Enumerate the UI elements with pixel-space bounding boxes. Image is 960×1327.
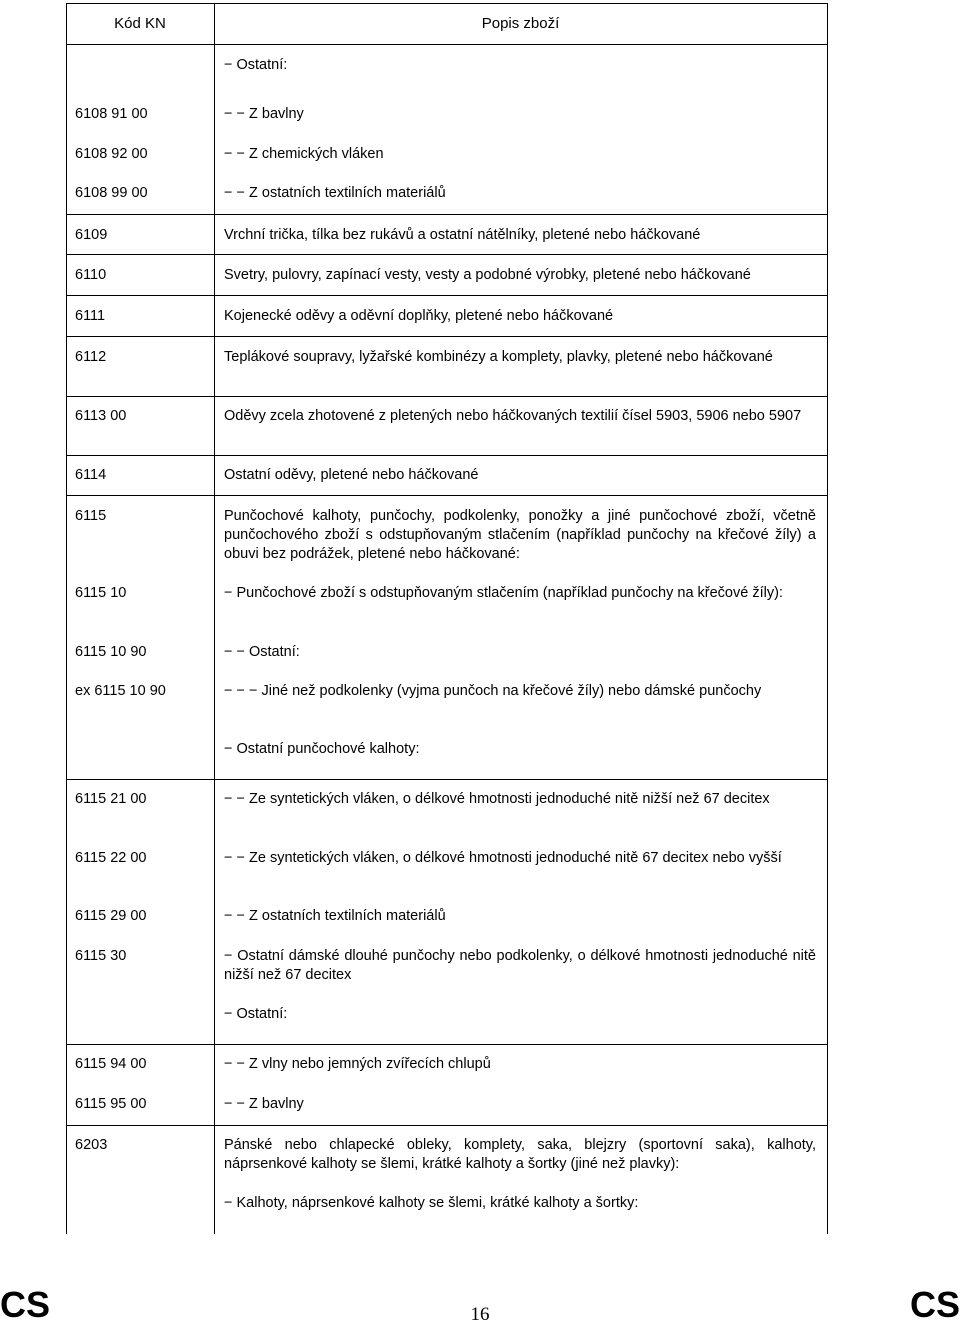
row-divider [66, 455, 827, 456]
row-description: − − Z vlny nebo jemných zvířecích chlupů [224, 1056, 491, 1072]
row-code: 6114 [75, 467, 107, 483]
row-description: − Ostatní: [224, 57, 288, 73]
row-description: − − Ze syntetických vláken, o délkové hmotnosti jednoduché nitě 67 decitex nebo vyšší [224, 850, 782, 866]
row-divider [66, 336, 827, 337]
row-description: − − Z bavlny [224, 1096, 304, 1112]
row-code: 6113 00 [75, 408, 127, 424]
row-divider [66, 1125, 827, 1126]
row-divider [66, 254, 827, 255]
row-code: 6115 10 90 [75, 644, 147, 660]
row-divider [66, 295, 827, 296]
row-description: − − Z chemických vláken [224, 146, 384, 162]
row-code: 6115 21 00 [75, 791, 147, 807]
row-description: Kojenecké oděvy a oděvní doplňky, pletené nebo háčkované [224, 308, 614, 324]
row-divider [66, 779, 827, 780]
row-description: Pánské nebo chlapecké obleky, komplety, saka, blejzry (sportovní saka), kalhoty, náprsenkové kalhoty se šlemi, krátké kalhoty a šortky (jiné než plavky): [224, 1137, 816, 1172]
table-column-divider [214, 3, 215, 1234]
row-description: − − − Jiné než podkolenky (vyjma punčoch na křečové žíly) nebo dámské punčochy [224, 683, 762, 699]
row-code: ex 6115 10 90 [75, 683, 166, 699]
row-description: Punčochové kalhoty, punčochy, podkolenky, ponožky a jiné punčochové zboží, včetně punčochového zboží s odstupňovaným stlačením (například punčochy na křečové žíly) a obuvi bez podrážek, pletené nebo háčkované: [224, 508, 816, 562]
row-divider [66, 396, 827, 397]
row-code: 6115 29 00 [75, 908, 147, 924]
row-description: − − Ostatní: [224, 644, 300, 660]
row-divider [66, 1044, 827, 1045]
row-code: 6110 [75, 267, 107, 283]
row-description: − − Ze syntetických vláken, o délkové hmotnosti jednoduché nitě nižší než 67 decitex [224, 791, 770, 807]
column-header-code: Kód KN [114, 15, 166, 32]
row-description: − Kalhoty, náprsenkové kalhoty se šlemi, krátké kalhoty a šortky: [224, 1195, 639, 1211]
row-divider [66, 495, 827, 496]
table-border-top [66, 3, 827, 4]
row-code: 6115 10 [75, 585, 127, 601]
column-header-description: Popis zboží [481, 15, 560, 32]
row-description: Teplákové soupravy, lyžařské kombinézy a komplety, plavky, pletené nebo háčkované [224, 349, 773, 365]
row-description: − − Z ostatních textilních materiálů [224, 185, 446, 201]
row-code: 6112 [75, 349, 107, 365]
row-description: Svetry, pulovry, zapínací vesty, vesty a podobné výrobky, pletené nebo háčkované [224, 267, 751, 283]
row-description: Oděvy zcela zhotovené z pletených nebo háčkovaných textilií čísel 5903, 5906 nebo 5907 [224, 408, 802, 424]
page-number: 16 [470, 1304, 490, 1325]
row-code: 6111 [75, 308, 106, 324]
row-description: − Ostatní dámské dlouhé punčochy nebo podkolenky, o délkové hmotnosti jednoduché nitě nižší než 67 decitex [224, 948, 816, 983]
row-description: Vrchní trička, tílka bez rukávů a ostatní nátělníky, pletené nebo háčkované [224, 227, 701, 243]
row-description: − Ostatní: [224, 1006, 288, 1022]
row-description: Ostatní oděvy, pletené nebo háčkované [224, 467, 479, 483]
table-border-left [66, 3, 67, 1234]
footer-language-mark-right: CS [909, 1284, 960, 1325]
row-code: 6115 [75, 508, 107, 524]
row-code: 6108 92 00 [75, 146, 148, 162]
header-divider [66, 44, 827, 45]
row-description: − Ostatní punčochové kalhoty: [224, 741, 420, 757]
row-code: 6108 91 00 [75, 106, 148, 122]
row-description: − − Z ostatních textilních materiálů [224, 908, 446, 924]
row-code: 6115 94 00 [75, 1056, 147, 1072]
row-code: 6115 22 00 [75, 850, 147, 866]
row-code: 6115 30 [75, 948, 127, 964]
row-description: − Punčochové zboží s odstupňovaným stlačením (například punčochy na křečové žíly): [224, 585, 783, 601]
table-border-right [827, 3, 828, 1234]
footer-language-mark-left: CS [0, 1284, 51, 1325]
row-divider [66, 214, 827, 215]
row-description: − − Z bavlny [224, 106, 304, 122]
row-code: 6108 99 00 [75, 185, 148, 201]
row-code: 6115 95 00 [75, 1096, 147, 1112]
row-code: 6109 [75, 227, 108, 243]
row-code: 6203 [75, 1137, 108, 1153]
